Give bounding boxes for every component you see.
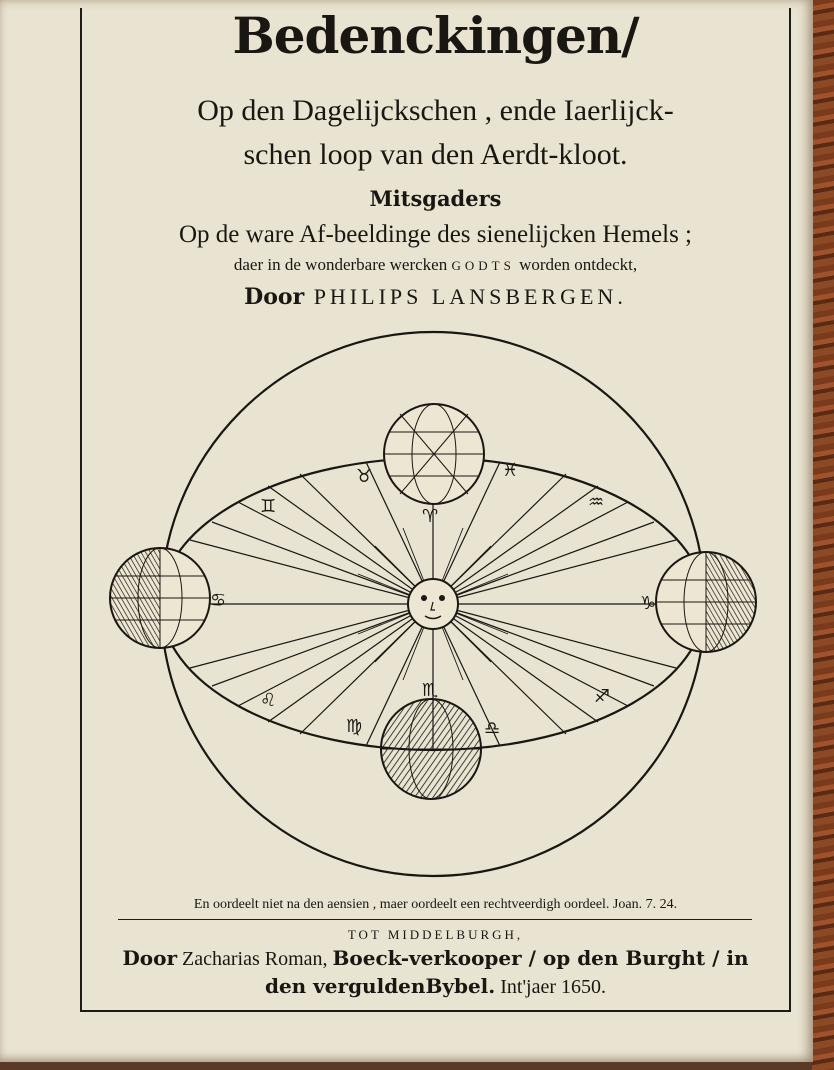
imprint-trade: Boeck-verkooper / op den Burght / in <box>332 946 749 970</box>
imprint-printer-line <box>80 944 791 973</box>
imprint-place: TOT MIDDELBURGH, <box>347 927 524 942</box>
bible-motto: En oordeelt niet na den aensien , maer oordeelt een rechtveerdigh oordeel. Joan. 7. 24. <box>193 897 678 912</box>
imprint-printer-name: Zacharias Roman, <box>182 948 328 970</box>
heliocentric-woodcut <box>100 322 770 882</box>
mitsgaders-heading: Mitsgaders <box>369 186 502 211</box>
svg-text:♎: ♎ <box>484 718 501 739</box>
svg-text:♊: ♊ <box>260 496 277 517</box>
book-binding <box>812 0 834 1070</box>
imprint-shop-sign: den verguldenBybel. <box>264 974 496 998</box>
imprint-year: Int'jaer 1650. <box>500 976 607 998</box>
author-name: PHILIPS LANSBERGEN. <box>313 284 627 309</box>
svg-text:♉: ♉ <box>356 466 373 487</box>
svg-text:♏: ♏ <box>422 680 439 701</box>
imprint-door: Door <box>122 946 178 970</box>
subtitle-line-4-end: worden ontdeckt, <box>519 255 638 274</box>
earth-globe-top <box>384 404 484 504</box>
svg-text:♒: ♒ <box>588 492 605 513</box>
author-line <box>80 283 791 311</box>
sun-face <box>408 579 458 629</box>
imprint-rule <box>118 919 752 920</box>
subtitle-line-1: Op den Dagelijckschen , ende Iaerlijck- <box>197 94 674 127</box>
godts-word: GODTS <box>451 258 515 273</box>
svg-text:♑: ♑ <box>640 593 657 614</box>
author-prefix: Door <box>244 284 305 310</box>
subtitle-line-4-start: daer in de wonderbare wercken <box>233 255 448 274</box>
svg-text:♌: ♌ <box>260 690 277 711</box>
subtitle-line-2: schen loop van den Aerdt-kloot. <box>243 138 628 171</box>
imprint-date-line <box>80 972 791 1001</box>
svg-text:♓: ♓ <box>502 460 519 481</box>
subtitle-line-3: Op de ware Af-beeldinge des sienelijcken Hemels ; <box>178 221 692 248</box>
svg-text:♐: ♐ <box>594 686 611 707</box>
earth-globe-left <box>110 548 210 648</box>
book-title: Bedenckingen/ <box>232 6 639 65</box>
svg-text:♋: ♋ <box>210 590 227 611</box>
subtitle-line-4 <box>80 254 791 277</box>
svg-text:♍: ♍ <box>346 716 363 737</box>
svg-text:♈: ♈ <box>422 506 439 527</box>
earth-globe-bottom <box>381 699 481 799</box>
earth-globe-right <box>656 552 756 652</box>
